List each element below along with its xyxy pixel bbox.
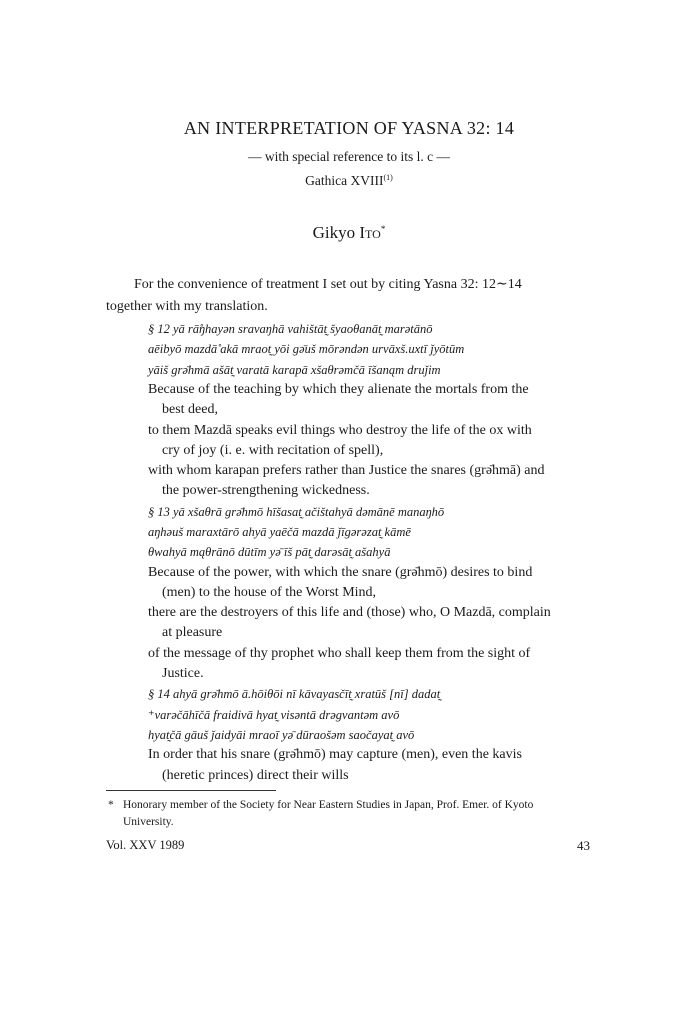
paper-subtitle: — with special reference to its l. c — — [247, 149, 451, 164]
stanza12-avestan-3: yāiš grə̄hmā ašāt̰ varatā karapā xšaθrəmčā īšanąm druǰim — [148, 363, 441, 377]
stanza13-translation-2: (men) to the house of the Worst Mind, — [162, 585, 377, 600]
intro-line-2: together with my translation. — [106, 299, 268, 314]
stanza12-translation-5: with whom karapan prefers rather than Justice the snares (grə̄hmā) and — [148, 463, 545, 478]
stanza12-avestan-2: aēibyō mazdā̊ akā mraot̰ yōi gə̄uš mōrəndən urvāxš.uxtī ǰyōtūm — [148, 342, 465, 356]
author-name — [0, 223, 698, 243]
stanza13-avestan-3: θwahyā mąθrānō dūtīm yə̄ īš pāt̰ darəsāt̰ ašahyā — [148, 545, 391, 559]
series-line — [0, 173, 698, 189]
intro-line-1: For the convenience of treatment I set out by citing Yasna 32: 12∼14 — [134, 277, 522, 292]
stanza12-translation-6: the power-strengthening wickedness. — [162, 483, 370, 498]
stanza14-avestan-3: hyat̰čā gāuš ǰaidyāi mraoī yə̄ dūraošəm saočayat̰ avō — [148, 728, 415, 742]
stanza14-translation-1: In order that his snare (grə̄hmō) may capture (men), even the kavis — [148, 747, 522, 762]
stanza13-avestan-2: aŋhəuš maraxtārō ahyā yaēčā mazdā ǰīgərəzat̰ kāmē — [148, 525, 411, 539]
stanza12-avestan-1: § 12 yā rā̊ŋhayən sravaŋhā vahištāt̰ šyaoθanāt̰ marətānō — [148, 322, 433, 336]
volume-info: Vol. XXV 1989 — [106, 838, 185, 852]
stanza13-translation-1: Because of the power, with which the snare (grə̄hmō) desires to bind — [148, 565, 533, 580]
author-last-name: Ito — [359, 223, 381, 242]
author-footnote-mark: * — [380, 224, 386, 234]
footnote-rule — [106, 790, 276, 791]
page-number: 43 — [577, 838, 590, 853]
stanza12-translation-3: to them Mazdā speaks evil things who destroy the life of the ox with — [148, 423, 532, 438]
footnote-mark: * — [108, 799, 114, 811]
footnote-line-1: Honorary member of the Society for Near Eastern Studies in Japan, Prof. Emer. of Kyoto — [123, 799, 534, 811]
stanza13-avestan-1: § 13 yā xšaθrā grə̄hmō hīšasat̰ ačištahyā dəmānē manaŋhō — [148, 505, 445, 519]
footnote-line-2: University. — [123, 816, 174, 828]
paper-title: AN INTERPRETATION OF YASNA 32: 14 — [183, 118, 515, 138]
stanza13-translation-5: of the message of thy prophet who shall keep them from the sight of — [148, 646, 531, 661]
stanza14-avestan-1: § 14 ahyā grə̄hmō ā.hōiθōi nī kāvayasčīt̰ xratūš [nī] dadat̰ — [148, 687, 441, 701]
author-first-name: Gikyo — [312, 223, 356, 242]
stanza13-translation-3: there are the destroyers of this life and (those) who, O Mazdā, complain — [148, 605, 551, 620]
stanza12-translation-1: Because of the teaching by which they alienate the mortals from the — [148, 382, 529, 397]
stanza13-translation-4: at pleasure — [162, 625, 223, 640]
stanza14-translation-2: (heretic princes) direct their wills — [162, 768, 349, 783]
stanza12-translation-4: cry of joy (i. e. with recitation of spell), — [162, 443, 384, 458]
stanza14-avestan-2: ⁺varəčāhīčā fraidivā hyat̰ visəntā drəgvantəm avō — [148, 708, 400, 722]
stanza13-translation-6: Justice. — [162, 666, 204, 681]
series-title: Gathica XVIII — [305, 173, 384, 188]
stanza12-translation-2: best deed, — [162, 402, 218, 417]
series-footnote-ref: (1) — [383, 173, 393, 182]
